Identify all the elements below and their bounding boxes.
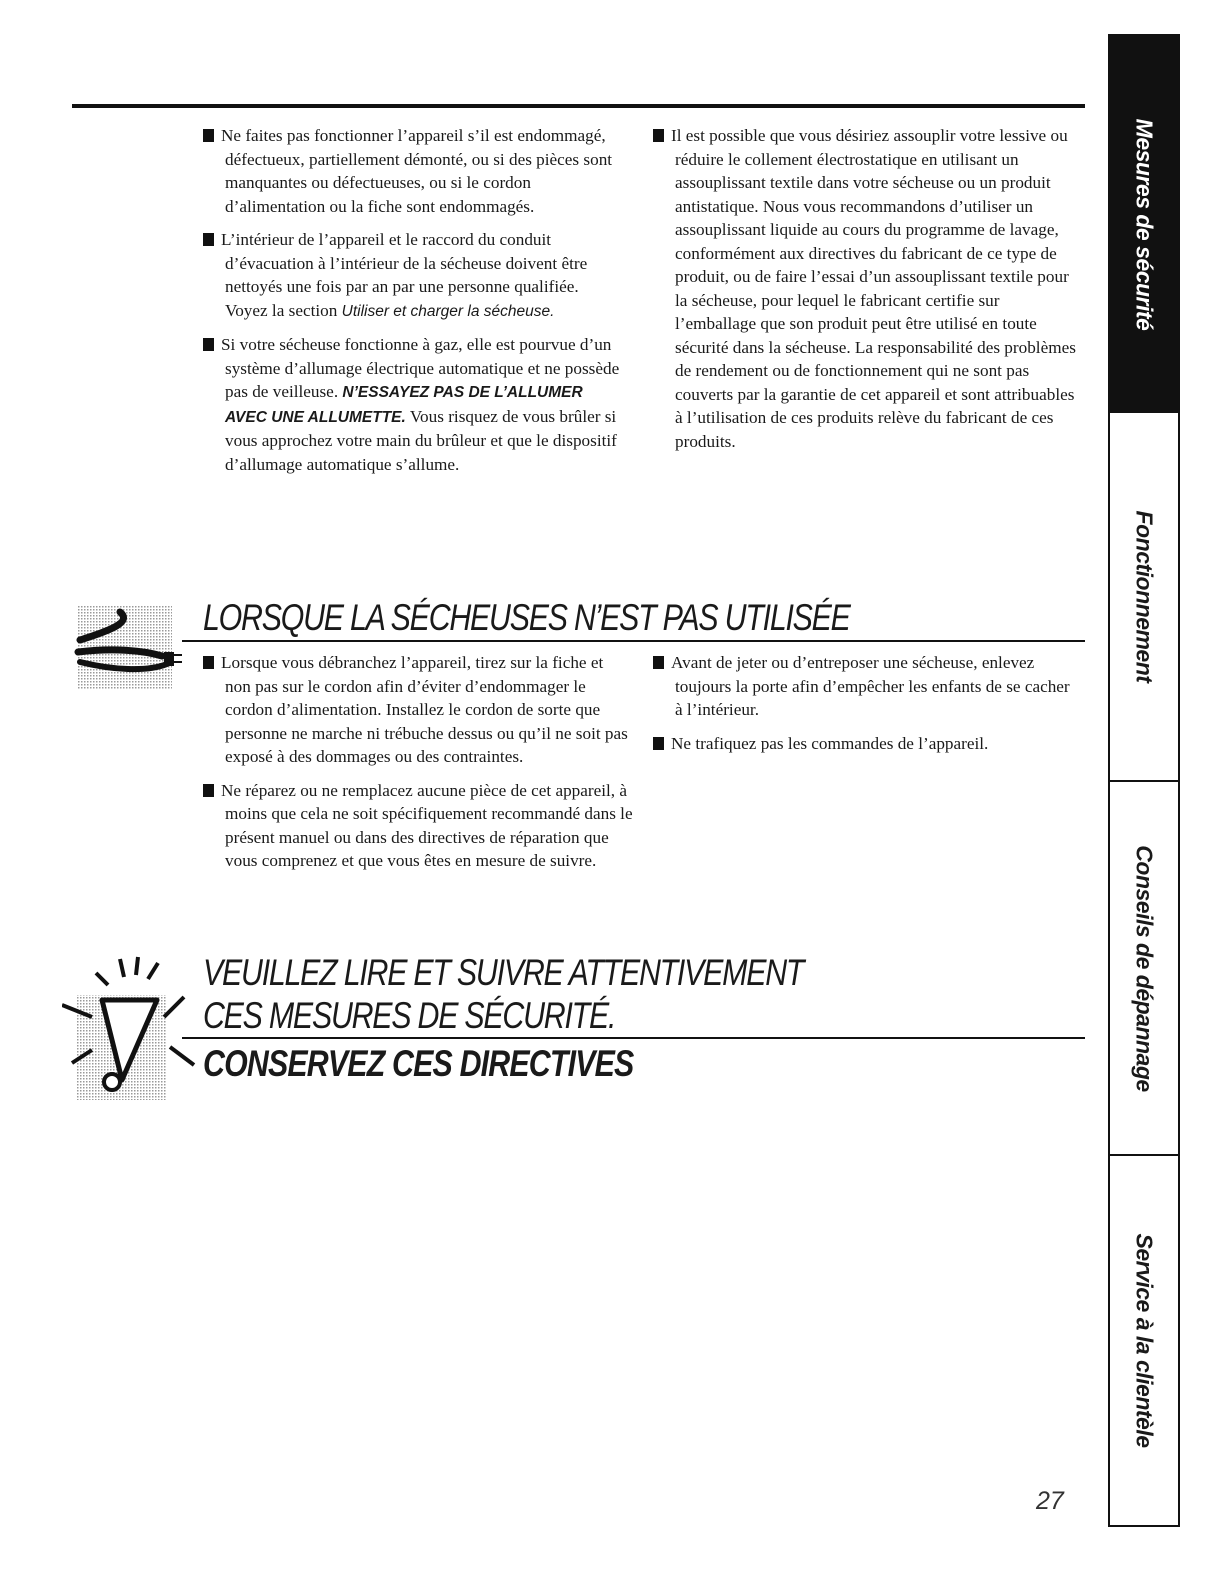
top-right-column (653, 124, 1078, 463)
list-item: L’intérieur de l’appareil et le raccord du conduit d’évacuation à l’intérieur de la sécheuse doivent être nettoyés une fois par an par une personne qualifiée. Voyez la section Utiliser et charger la sécheuse. (203, 228, 623, 323)
bullet-icon (203, 233, 214, 246)
bullet-icon (653, 656, 664, 669)
unused-left-column (203, 651, 633, 883)
bullet-icon (653, 737, 664, 750)
unused-heading-rule (182, 640, 1085, 642)
warning-exclamation-icon (62, 955, 197, 1100)
power-cord-icon (72, 600, 182, 690)
list-item: Avant de jeter ou d’entreposer une sécheuse, enlevez toujours la porte afin d’empêcher les enfants de se cacher à l’intérieur. (653, 651, 1073, 722)
bullet-icon (203, 656, 214, 669)
bullet-icon (203, 129, 214, 142)
tab-mesures-de-securite[interactable] (1110, 36, 1178, 413)
list-item: Ne faites pas fonctionner l’appareil s’il est endommagé, défectueux, partiellement démonté, ou si des pièces sont manquantes ou défectueuses, ou si le cordon d’alimentation ou la fiche sont endommagés. (203, 124, 623, 218)
tab-label: Conseils de dépannage (1131, 844, 1158, 1092)
closing-line3: CONSERVEZ CES DIRECTIVES (203, 1043, 634, 1084)
unused-right-column (653, 651, 1073, 765)
page-number: 27 (1036, 1487, 1064, 1515)
list-item: Ne réparez ou ne remplacez aucune pièce de cet appareil, à moins que cela ne soit spécifiquement recommandé dans le présent manuel ou dans des directives de réparation que vous comprenez et que vous êtes en mesure de suivre. (203, 779, 633, 873)
tab-service-a-la-clientele[interactable] (1110, 1156, 1178, 1525)
top-left-column (203, 124, 623, 486)
list-item: Lorsque vous débranchez l’appareil, tirez sur la fiche et non pas sur le cordon afin d’éviter d’endommager le cordon d’alimentation. Installez le cordon de sorte que personne ne marche ni trébuche dessus ou qu’il ne soit pas exposé à des dommages ou des contraintes. (203, 651, 633, 769)
unused-heading: LORSQUE LA SÉCHEUSES N’EST PAS UTILISÉE (203, 597, 850, 638)
list-item: Si votre sécheuse fonctionne à gaz, elle est pourvue d’un système d’allumage électrique automatique et ne possède pas de veilleuse. N’ESSAYEZ PAS DE L’ALLUMER AVEC UNE ALLUMETTE. Vous risquez de vous brûler si vous approchez votre main du brûleur et que le dispositif d’allumage automatique s’allume. (203, 333, 623, 476)
tab-label: Service à la clientèle (1131, 1233, 1158, 1448)
bullet-icon (203, 338, 214, 351)
list-item: Il est possible que vous désiriez assouplir votre lessive ou réduire le collement électrostatique en utilisant un assouplissant textile dans votre sécheuse ou un produit antistatique. Nous vous recommandons d’utiliser un assouplissant liquide au cours du programme de lavage, conformément aux directives du fabricant de ce type de produit, ou de faire l’essai d’un assouplissant textile pour la sécheuse, pour lequel le fabricant certifie sur l’emballage que son produit peut être utilisé en toute sécurité dans la sécheuse. La responsabilité des problèmes de rendement ou de fonctionnement qui ne sont pas couverts par la garantie de cet appareil et sont attribuables à l’utilisation de ces produits relève du fabricant de ces produits. (653, 124, 1078, 453)
bullet-icon (203, 784, 214, 797)
bullet-icon (653, 129, 664, 142)
tab-label: Mesures de sécurité (1131, 118, 1158, 331)
closing-line1: VEUILLEZ LIRE ET SUIVRE ATTENTIVEMENT (203, 952, 804, 993)
tab-conseils-de-depannage[interactable] (1110, 782, 1178, 1154)
top-rule (72, 104, 1085, 108)
section-sidebar (1108, 34, 1180, 1527)
tab-fonctionnement[interactable] (1110, 413, 1178, 780)
closing-line2: CES MESURES DE SÉCURITÉ. (203, 995, 616, 1036)
closing-rule (182, 1037, 1085, 1039)
tab-label: Fonctionnement (1131, 510, 1158, 683)
list-item: Ne trafiquez pas les commandes de l’appareil. (653, 732, 1073, 756)
